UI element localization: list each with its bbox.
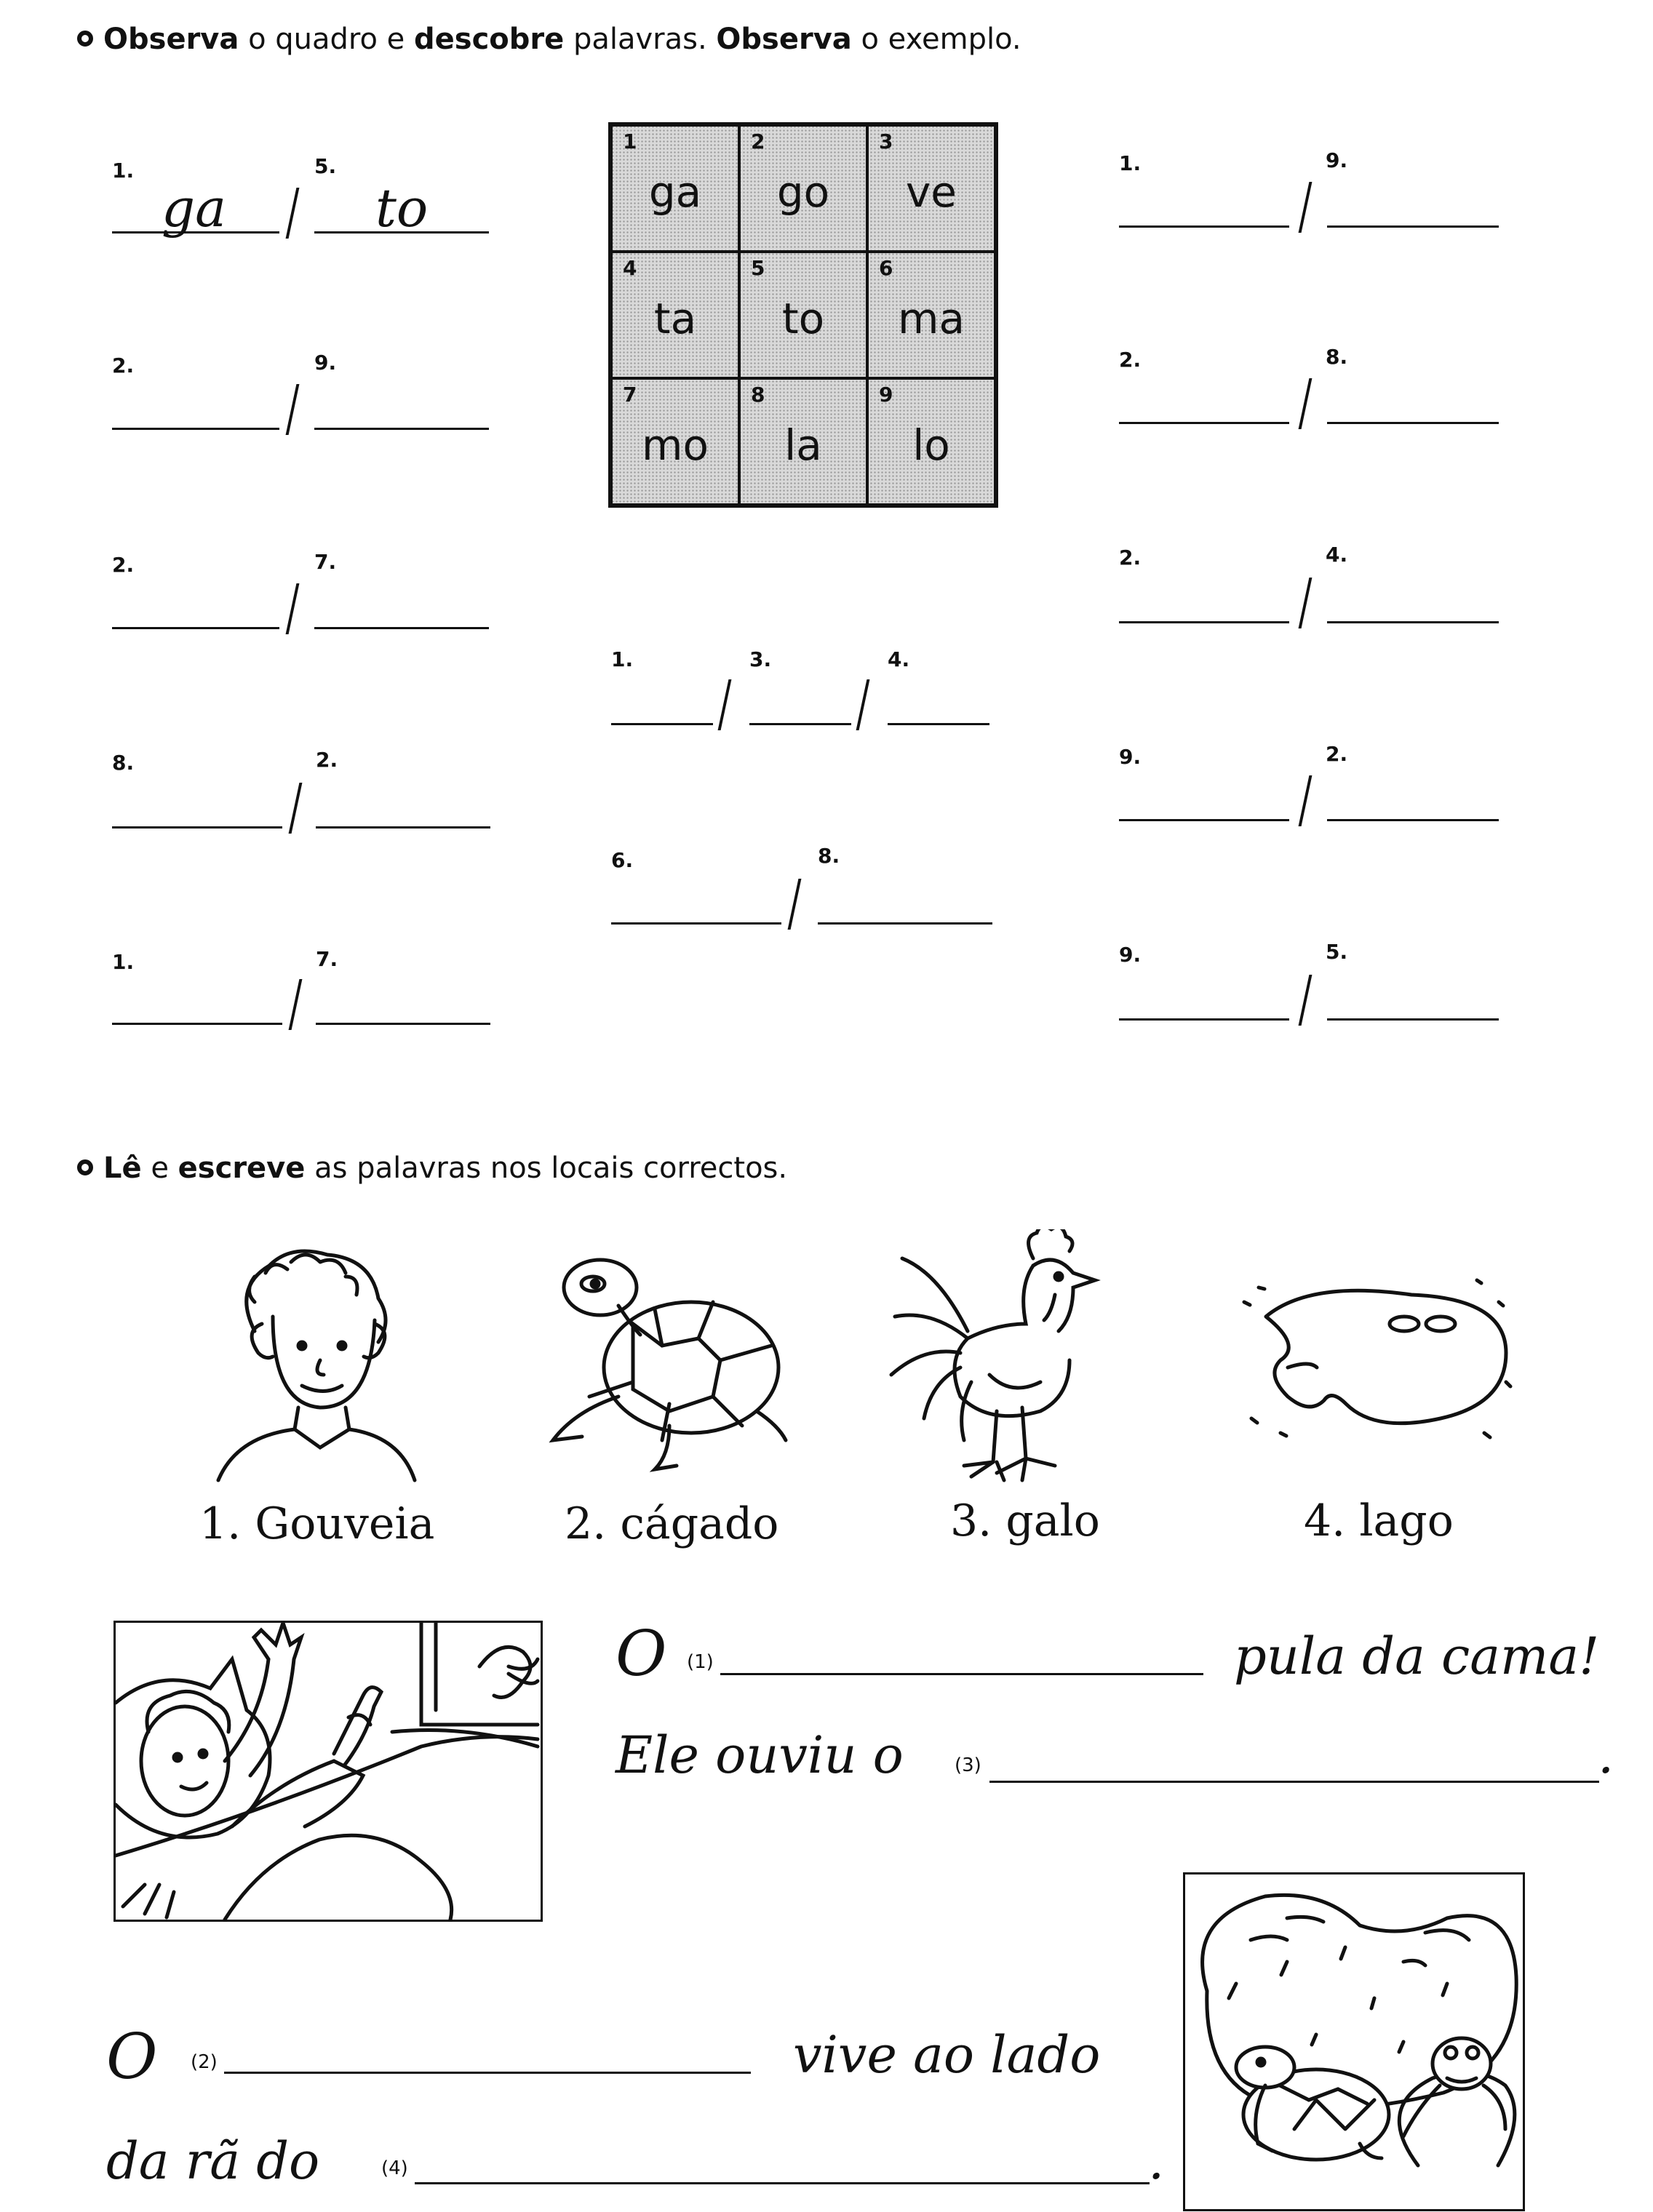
- lake-illustration: [1237, 1273, 1513, 1455]
- example-answer-1: ga: [162, 177, 227, 239]
- answer-line[interactable]: [611, 723, 713, 725]
- bullet-icon: [77, 1159, 93, 1175]
- answer-line[interactable]: [1327, 621, 1499, 623]
- answer-line[interactable]: [316, 826, 490, 828]
- slash: [286, 384, 300, 435]
- instruction-1: Observa o quadro e descobre palavras. Observa o exemplo.: [77, 22, 1021, 57]
- caption-2: 2. cágado: [565, 1498, 779, 1549]
- answer-line[interactable]: [314, 627, 489, 629]
- bed-scene-frame: [113, 1621, 543, 1922]
- answer-line[interactable]: [1119, 422, 1289, 424]
- fill-line-2[interactable]: [224, 2072, 751, 2074]
- answer-line[interactable]: [112, 627, 279, 629]
- answer-line[interactable]: [888, 723, 989, 725]
- slash: [1299, 378, 1313, 429]
- slash: [1299, 775, 1313, 826]
- rooster-illustration: [888, 1229, 1157, 1491]
- example-answer-2: to: [375, 177, 429, 239]
- boy-illustration: [211, 1244, 422, 1484]
- answer-line[interactable]: [818, 922, 992, 925]
- grid-cell: 8 la: [739, 378, 867, 505]
- caption-1: 1. Gouveia: [199, 1498, 435, 1549]
- grid-cell: 9 lo: [867, 378, 995, 505]
- grid-cell: 6 ma: [867, 252, 995, 378]
- fill-line-4[interactable]: [415, 2182, 1150, 2184]
- answer-line[interactable]: [112, 1023, 282, 1025]
- slash: [1299, 182, 1313, 233]
- slash: [1299, 975, 1313, 1026]
- fill-line-1[interactable]: [720, 1673, 1203, 1675]
- grid-cell: 5 to: [739, 252, 867, 378]
- answer-line[interactable]: [1119, 225, 1289, 228]
- slash: [286, 188, 300, 239]
- answer-line[interactable]: [1119, 1018, 1289, 1021]
- bullet-icon: [77, 31, 93, 47]
- grid-cell: 3 ve: [867, 125, 995, 252]
- answer-line[interactable]: [1327, 225, 1499, 228]
- slash: [286, 583, 300, 634]
- answer-line[interactable]: [112, 428, 279, 430]
- fill-line-3[interactable]: [989, 1781, 1599, 1783]
- bed-scene-illustration: [116, 1623, 541, 1920]
- slash: [1299, 578, 1313, 628]
- answer-line[interactable]: [749, 723, 851, 725]
- answer-line[interactable]: [1119, 621, 1289, 623]
- caption-4: 4. lago: [1304, 1496, 1454, 1546]
- turtle-illustration: [538, 1244, 800, 1477]
- grid-cell: 4 ta: [611, 252, 739, 378]
- lake-scene-frame: [1183, 1872, 1525, 2211]
- grid-cell: 1 ga: [611, 125, 739, 252]
- lake-scene-illustration: [1185, 1874, 1523, 2209]
- slash: [289, 979, 303, 1030]
- answer-line[interactable]: [611, 922, 781, 925]
- grid-cell: 2 go: [739, 125, 867, 252]
- grid-cell: 7 mo: [611, 378, 739, 505]
- answer-line[interactable]: [1119, 819, 1289, 821]
- answer-line[interactable]: [112, 826, 282, 828]
- answer-line[interactable]: [316, 1023, 490, 1025]
- answer-line[interactable]: [1327, 819, 1499, 821]
- caption-3: 3. galo: [950, 1496, 1100, 1546]
- syllable-grid: [608, 122, 998, 508]
- slash: [788, 879, 802, 930]
- instruction-2: Lê e escreve as palavras nos locais correctos.: [77, 1151, 787, 1186]
- answer-line[interactable]: [314, 428, 489, 430]
- answer-line[interactable]: [1327, 1018, 1499, 1021]
- slash: [289, 783, 303, 834]
- slash: [718, 679, 732, 730]
- slash: [856, 679, 870, 730]
- answer-line[interactable]: [1327, 422, 1499, 424]
